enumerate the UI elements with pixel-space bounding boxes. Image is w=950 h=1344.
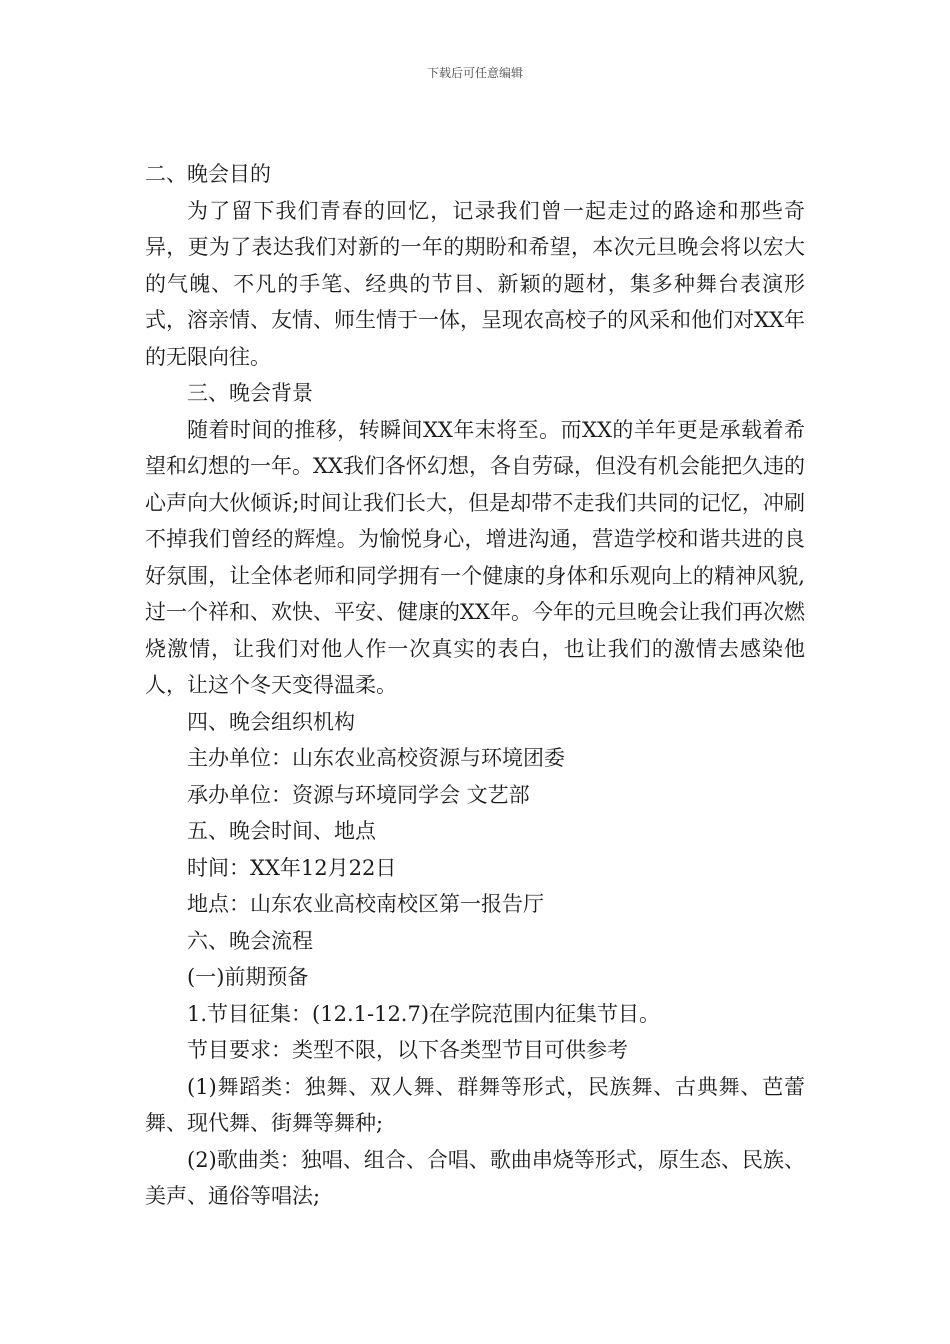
page-header: 下载后可任意编辑 — [426, 66, 523, 80]
list-item: (2)歌曲类：独唱、组合、合唱、歌曲串烧等形式，原生态、民族、美声、通俗等唱法; — [145, 1147, 805, 1208]
paragraph: 随着时间的推移，转瞬间XX年末将至。而XX的羊年更是承载着希望和幻想的一年。XX我们各怀幻想，各自劳碌，但没有机会能把久违的心声向大伙倾诉;时间让我们长大，但是却带不走我们共同的记忆，冲刷不掉我们曾经的辉煌。为愉悦身心，增进沟通，营造学校和谐共进的良好氛围，让全体老师和同学拥有一个健康的身体和乐观向上的精神风貌,过一个祥和、欢快、平安、健康的XX年。今年的元旦晚会让我们再次燃烧激情，让我们对他人作一次真实的表白，也让我们的激情去感染他人，让这个冬天变得温柔。 — [145, 417, 805, 697]
paragraph: 承办单位：资源与环境同学会 文艺部 — [187, 782, 530, 807]
document-body — [145, 156, 805, 1215]
paragraph: 为了留下我们青春的回忆，记录我们曾一起走过的路途和那些奇异，更为了表达我们对新的一年的期盼和希望，本次元旦晚会将以宏大的气魄、不凡的手笔、经典的节目、新颖的题材，集多种舞台表演形式，溶亲情、友情、师生情于一体，呈现农高校子的风采和他们对XX年的无限向往。 — [145, 198, 805, 369]
paragraph: 1.节目征集：(12.1-12.7)在学院范围内征集节目。 — [187, 1001, 661, 1026]
paragraph: 时间：XX年12月22日 — [187, 855, 397, 880]
section-heading: 四、晚会组织机构 — [187, 709, 355, 734]
paragraph: 主办单位：山东农业高校资源与环境团委 — [187, 746, 565, 770]
list-item: (1)舞蹈类：独舞、双人舞、群舞等形式，民族舞、古典舞、芭蕾舞、现代舞、街舞等舞种; — [145, 1074, 805, 1135]
subsection-heading: (一)前期预备 — [187, 965, 309, 989]
section-heading: 二、晚会目的 — [145, 162, 271, 186]
section-heading: 三、晚会背景 — [187, 381, 313, 405]
paragraph: 节目要求：类型不限，以下各类型节目可供参考 — [187, 1038, 628, 1062]
section-heading: 五、晚会时间、地点 — [187, 819, 376, 843]
section-heading: 六、晚会流程 — [187, 928, 313, 953]
paragraph: 地点：山东农业高校南校区第一报告厅 — [187, 892, 544, 916]
